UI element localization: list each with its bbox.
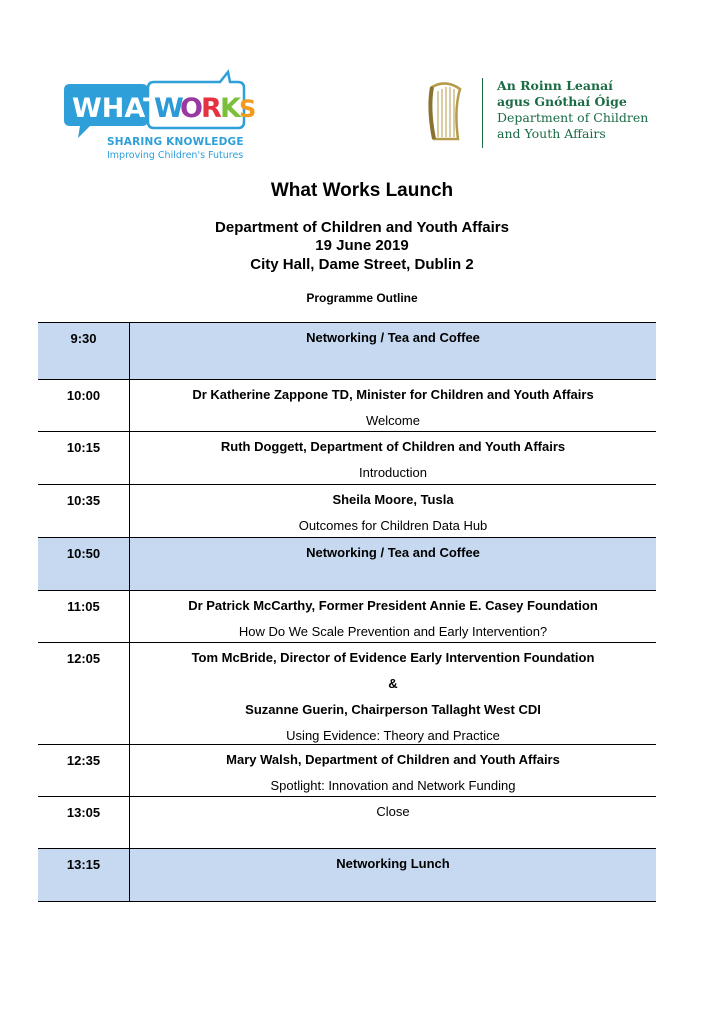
programme-row bbox=[38, 643, 656, 745]
programme-time: 12:35 bbox=[38, 745, 130, 796]
programme-topic: Welcome bbox=[366, 413, 420, 428]
programme-time: 10:15 bbox=[38, 432, 130, 484]
programme-row bbox=[38, 432, 656, 485]
works-letter-o: O bbox=[180, 93, 203, 124]
programme-speaker: Networking / Tea and Coffee bbox=[306, 545, 480, 560]
programme-content bbox=[130, 797, 656, 848]
what-works-tagline: SHARING KNOWLEDGE bbox=[107, 136, 244, 148]
programme-table bbox=[38, 322, 656, 902]
programme-time: 12:05 bbox=[38, 643, 130, 744]
department-divider bbox=[482, 78, 483, 148]
programme-row bbox=[38, 745, 656, 797]
programme-row bbox=[38, 538, 656, 591]
programme-time: 9:30 bbox=[38, 323, 130, 379]
programme-content bbox=[130, 849, 656, 901]
programme-outline-heading: Programme Outline bbox=[306, 291, 418, 305]
programme-row bbox=[38, 485, 656, 538]
programme-topic: How Do We Scale Prevention and Early Intervention? bbox=[238, 624, 548, 639]
programme-speaker: Dr Patrick McCarthy, Former President Annie E. Casey Foundation bbox=[188, 598, 598, 613]
programme-content bbox=[130, 591, 656, 642]
programme-content bbox=[130, 643, 656, 744]
programme-time: 10:00 bbox=[38, 380, 130, 431]
department-name-irish-2: agus Gnóthaí Óige bbox=[497, 94, 627, 109]
programme-time: 13:05 bbox=[38, 797, 130, 848]
programme-time: 10:35 bbox=[38, 485, 130, 537]
programme-row bbox=[38, 797, 656, 849]
programme-speaker: Sheila Moore, Tusla bbox=[332, 492, 454, 507]
department-name bbox=[497, 78, 648, 142]
programme-row bbox=[38, 591, 656, 643]
programme-topic: Close bbox=[376, 804, 410, 819]
harp-icon bbox=[424, 79, 468, 145]
programme-content bbox=[130, 323, 656, 379]
programme-topic: Outcomes for Children Data Hub bbox=[298, 518, 488, 533]
programme-speaker: & bbox=[388, 676, 398, 691]
programme-speaker: Networking / Tea and Coffee bbox=[306, 330, 480, 345]
programme-speaker: Ruth Doggett, Department of Children and Youth Affairs bbox=[220, 439, 566, 454]
programme-content bbox=[130, 745, 656, 796]
what-works-subtagline: Improving Children's Futures bbox=[107, 150, 244, 161]
department-name-english-1: Department of Children bbox=[497, 110, 649, 125]
programme-row bbox=[38, 849, 656, 901]
works-letter-k: K bbox=[220, 93, 241, 124]
page-title: What Works Launch bbox=[270, 180, 454, 201]
programme-speaker: Networking Lunch bbox=[336, 856, 450, 871]
event-venue: City Hall, Dame Street, Dublin 2 bbox=[250, 256, 474, 273]
programme-time: 10:50 bbox=[38, 538, 130, 590]
programme-speaker: Suzanne Guerin, Chairperson Tallaght West CDI bbox=[245, 702, 541, 717]
what-works-logo bbox=[56, 64, 256, 164]
programme-content bbox=[130, 380, 656, 431]
programme-content bbox=[130, 538, 656, 590]
programme-row bbox=[38, 380, 656, 432]
department-name-english-2: and Youth Affairs bbox=[497, 126, 606, 141]
organiser: Department of Children and Youth Affairs bbox=[215, 219, 509, 236]
programme-content bbox=[130, 485, 656, 537]
works-letter-s: S bbox=[239, 95, 256, 123]
programme-content bbox=[130, 432, 656, 484]
programme-speaker: Mary Walsh, Department of Children and Youth Affairs bbox=[226, 752, 560, 767]
programme-speaker: Tom McBride, Director of Evidence Early Intervention Foundation bbox=[191, 650, 595, 665]
department-name-irish-1: An Roinn Leanaí bbox=[497, 78, 613, 93]
works-letter-r: R bbox=[201, 93, 222, 124]
event-date: 19 June 2019 bbox=[315, 237, 409, 254]
programme-row bbox=[38, 323, 656, 380]
programme-topic: Using Evidence: Theory and Practice bbox=[286, 728, 500, 743]
programme-time: 13:15 bbox=[38, 849, 130, 901]
programme-speaker: Dr Katherine Zappone TD, Minister for Children and Youth Affairs bbox=[192, 387, 594, 402]
programme-time: 11:05 bbox=[38, 591, 130, 642]
programme-topic: Introduction bbox=[359, 465, 427, 480]
works-letter-w: W bbox=[154, 93, 184, 124]
what-word: WHAT bbox=[72, 93, 162, 124]
programme-topic: Spotlight: Innovation and Network Funding bbox=[270, 778, 516, 793]
